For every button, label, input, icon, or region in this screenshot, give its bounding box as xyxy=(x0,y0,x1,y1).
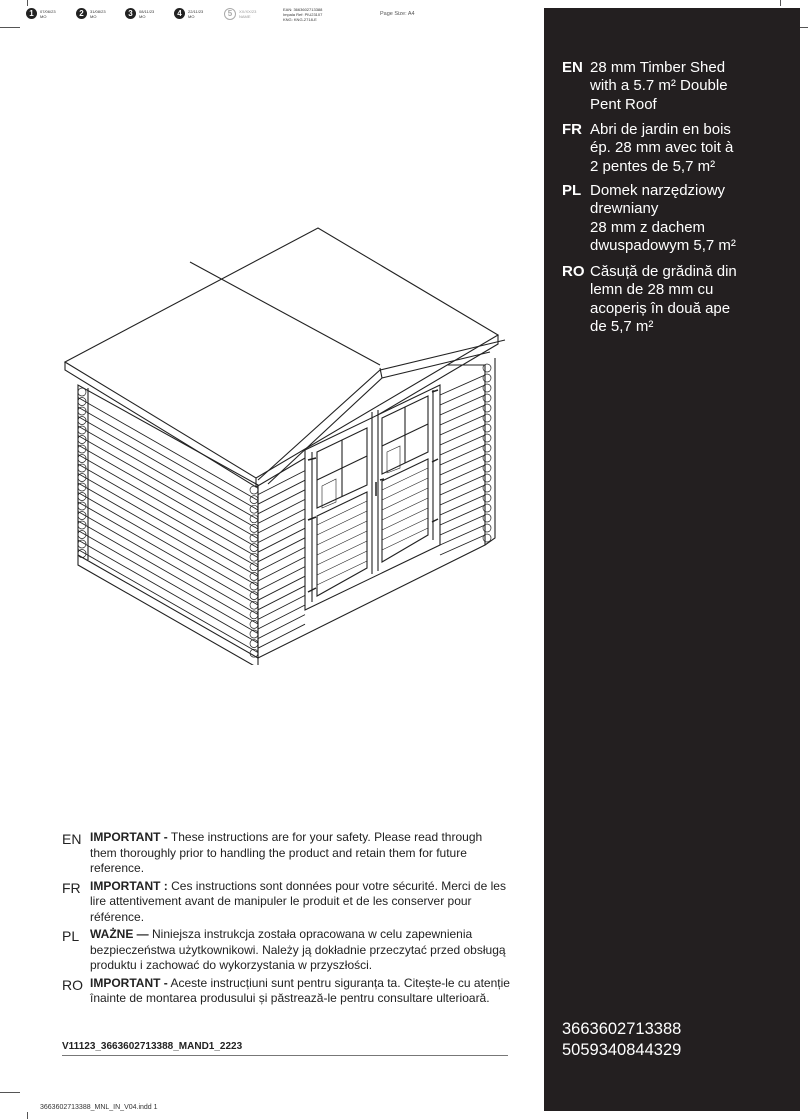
log-end xyxy=(483,424,491,432)
siding-line xyxy=(258,624,305,648)
revision-author: NAME xyxy=(239,14,251,19)
product-title xyxy=(590,182,780,255)
title-line: Căsuță de grădină din xyxy=(590,263,737,280)
crop-mark xyxy=(27,0,28,6)
siding-line xyxy=(258,576,305,600)
siding-line xyxy=(440,505,485,525)
siding-line xyxy=(258,528,305,552)
log-end xyxy=(250,572,258,580)
revision-date: XX/XX/23 xyxy=(239,9,257,14)
revision-author: MO xyxy=(139,14,146,19)
revision-3 xyxy=(125,8,154,19)
siding-line xyxy=(258,547,305,571)
siding-line xyxy=(258,519,305,543)
siding-line xyxy=(440,495,485,515)
product-title xyxy=(590,121,780,176)
siding-line xyxy=(258,605,305,629)
siding-line xyxy=(440,415,485,435)
title-line: 2 pentes de 5,7 m² xyxy=(590,157,716,175)
siding-line xyxy=(78,531,258,634)
safety-heading: IMPORTANT - xyxy=(90,830,168,844)
revision-author: MO xyxy=(90,14,97,19)
revision-date: 08/11/23 xyxy=(139,9,155,14)
title-line: 28 mm z dachem xyxy=(590,218,706,236)
siding-line xyxy=(440,385,485,405)
log-end xyxy=(483,384,491,392)
siding-line xyxy=(440,535,485,555)
siding-line xyxy=(258,615,305,639)
lang-code: RO xyxy=(62,976,83,993)
siding-line xyxy=(440,375,485,395)
lang-code: RO xyxy=(562,263,585,280)
title-line: Domek narzędziowy xyxy=(590,182,726,199)
safety-text: Aceste instrucțiuni sunt pentru siguranța ta. Citește-le cu atenție înainte de montarea produsului și păstrează-le pentru consultare ulterioară. xyxy=(90,975,510,1005)
log-end xyxy=(483,444,491,452)
log-end xyxy=(483,514,491,522)
log-end xyxy=(483,414,491,422)
log-end xyxy=(483,454,491,462)
title-fr xyxy=(562,121,780,176)
title-line: Abri de jardin en bois xyxy=(590,121,731,138)
log-end xyxy=(483,374,491,382)
lang-code: EN xyxy=(562,59,583,76)
revision-date: 31/08/23 xyxy=(90,9,106,14)
revision-badge: 1 xyxy=(26,8,37,19)
revision-author: MO xyxy=(40,14,47,19)
siding-line xyxy=(258,538,305,562)
safety-en xyxy=(62,830,512,877)
title-en xyxy=(562,59,780,114)
log-end xyxy=(483,524,491,532)
revision-1 xyxy=(26,8,56,19)
log-end xyxy=(483,504,491,512)
siding-line xyxy=(440,455,485,475)
barcode-number: 5059340844329 xyxy=(562,1041,682,1059)
title-line: acoperiș în două ape xyxy=(590,299,731,317)
lang-code: EN xyxy=(62,831,82,847)
safety-text: Ces instructions sont données pour votre sécurité. Merci de les lire attentivement avant de manipuler le produit et de les conserver pour référence. xyxy=(90,878,506,924)
revision-badge: 4 xyxy=(174,8,185,19)
divider xyxy=(62,1055,508,1056)
ean-label: EAN: 3663602713388 xyxy=(283,7,323,12)
title-ro xyxy=(562,263,780,336)
lang-code: FR xyxy=(562,121,582,138)
kng-ref: KNG: KNG-2718-E xyxy=(283,17,317,22)
safety-text: These instructions are for your safety. Please read through them thoroughly prior to handling the product and retain them for future reference. xyxy=(90,830,483,875)
safety-heading: WAŻNE — xyxy=(90,927,149,941)
siding-line xyxy=(440,435,485,455)
safety-heading: IMPORTANT - xyxy=(90,975,168,990)
siding-line xyxy=(440,515,485,535)
impala-ref: Impala Ref: PIU23107 xyxy=(283,12,323,17)
page-size: Page Size: A4 xyxy=(380,11,415,17)
safety-ro xyxy=(62,976,512,1007)
siding-line xyxy=(440,525,485,545)
siding-line xyxy=(78,464,258,567)
siding-line xyxy=(78,474,258,577)
siding-line xyxy=(440,425,485,445)
siding-line xyxy=(258,595,305,619)
log-end xyxy=(483,534,491,542)
crop-mark xyxy=(780,0,781,6)
document-reference: V11123_3663602713388_MAND1_2223 xyxy=(62,1041,243,1052)
title-pl xyxy=(562,182,780,255)
product-title xyxy=(590,59,780,114)
log-end xyxy=(78,388,86,396)
siding-line xyxy=(258,586,305,610)
siding-line xyxy=(258,509,305,533)
crop-mark xyxy=(27,1112,28,1119)
siding-line xyxy=(440,405,485,425)
log-end xyxy=(483,484,491,492)
log-end xyxy=(483,434,491,442)
crop-mark xyxy=(0,1092,20,1093)
log-end xyxy=(483,474,491,482)
siding-line xyxy=(258,480,305,504)
product-title xyxy=(590,263,780,336)
revision-2 xyxy=(76,8,106,19)
safety-heading: IMPORTANT : xyxy=(90,878,168,893)
log-end xyxy=(483,464,491,472)
siding-line xyxy=(78,512,258,615)
log-end xyxy=(483,364,491,372)
siding-line xyxy=(78,540,258,643)
crop-mark xyxy=(0,27,20,28)
title-line: de 5,7 m² xyxy=(590,317,654,335)
siding-line xyxy=(440,475,485,495)
lang-code: PL xyxy=(562,182,582,199)
title-line: dwuspadowym 5,7 m² xyxy=(590,236,736,254)
title-line: lemn de 28 mm cu xyxy=(590,281,714,299)
safety-pl xyxy=(62,927,512,974)
revision-date: 22/11/23 xyxy=(188,9,204,14)
revision-author: MO xyxy=(188,14,195,19)
indd-filename: 3663602713388_MNL_IN_V04.indd 1 xyxy=(40,1104,158,1111)
safety-notices xyxy=(62,830,512,1009)
siding-line xyxy=(78,550,258,653)
revision-badge: 3 xyxy=(125,8,136,19)
siding-line xyxy=(78,521,258,624)
siding-line xyxy=(440,465,485,485)
lang-code: PL xyxy=(62,928,80,944)
revision-date: 07/06/23 xyxy=(40,9,56,14)
barcode-number: 3663602713388 xyxy=(562,1020,682,1038)
ean-block xyxy=(283,7,322,22)
siding-line xyxy=(440,445,485,465)
siding-line xyxy=(258,490,305,514)
shed-illustration xyxy=(40,215,530,665)
lang-code: FR xyxy=(62,879,81,896)
revision-badge: 2 xyxy=(76,8,87,19)
title-line: with a 5.7 m² Double xyxy=(590,77,728,95)
siding-line xyxy=(440,485,485,505)
title-line: Pent Roof xyxy=(590,95,657,113)
safety-fr xyxy=(62,879,512,926)
revision-badge: 5 xyxy=(224,8,236,20)
log-end xyxy=(250,486,258,494)
title-line: drewniany xyxy=(590,200,659,218)
siding-line xyxy=(78,502,258,605)
log-end xyxy=(483,404,491,412)
title-panel xyxy=(544,8,800,1111)
title-line: 28 mm Timber Shed xyxy=(590,59,726,76)
siding-line xyxy=(440,395,485,415)
revision-5 xyxy=(224,8,256,20)
log-end xyxy=(483,494,491,502)
log-end xyxy=(483,394,491,402)
siding-line xyxy=(258,499,305,523)
title-line: ép. 28 mm avec toit à xyxy=(590,139,734,157)
revision-4 xyxy=(174,8,203,19)
siding-line xyxy=(258,557,305,581)
safety-text: Niniejsza instrukcja została opracowana w celu zapewnienia bezpieczeństwa użytkownikowi. Należy ją dokładnie przeczytać przed obsługą produktu i zachować do wykorzystania w przyszłości. xyxy=(90,927,506,972)
siding-line xyxy=(258,567,305,591)
